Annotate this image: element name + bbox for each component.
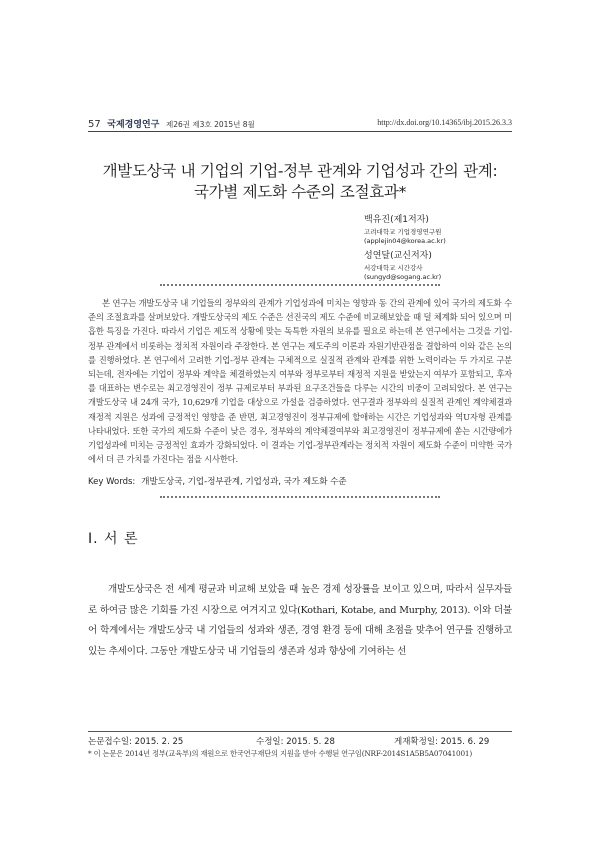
journal-issue: 제26권 제3호 2015년 8월 xyxy=(166,120,255,129)
author-name: 성연달(교신저자) xyxy=(364,251,432,261)
author-name: 백유진(제1저자) xyxy=(364,215,429,225)
paper-title-line-2: 국가별 제도화 수준의 조절효과* xyxy=(193,183,407,201)
keywords xyxy=(88,475,512,487)
funding-footnote: * 이 논문은 2014년 정부(교육부)의 재원으로 한국연구재단의 지원을 받아 수행된 연구임(NRF-2014S1A5B5A07041001) xyxy=(88,749,473,758)
author-affiliation: 서강대학교 시간강사 xyxy=(364,264,423,272)
body-paragraph: 개발도상국은 전 세계 평균과 비교해 보았을 때 높은 경제 성장률을 보이고 있으며, 따라서 실무자들로 하여금 많은 기회를 가진 시장으로 여겨지고 있다(Kothari, Kotabe, and Murphy, 2013). 이와 더불어 학계에서는 개발도상국 내 기업들의 성과와 생존, 경영 환경 등에 대해 초점을 맞추어 연구를 진행하고 있는 추세이다. 그동안 개발도상국 내 기업들의 생존과 성과 향상에 기여하는 선 xyxy=(88,584,512,657)
author-block-2 xyxy=(364,248,441,282)
section-heading-introduction: Ⅰ. 서 론 xyxy=(88,531,139,547)
keywords-list: 개발도상국, 기업-정부관계, 기업성과, 국가 제도화 수준 xyxy=(141,477,347,487)
revised-date: 수정일: 2015. 5. 28 xyxy=(256,737,335,747)
doi-link[interactable]: http://dx.doi.org/10.14365/ibj.2015.26.3.3 xyxy=(377,118,512,127)
author-email: (sungyd@sogang.ac.kr) xyxy=(364,273,442,281)
received-date: 논문접수일: 2015. 2. 25 xyxy=(88,737,184,747)
body-text xyxy=(88,580,512,662)
author-block-1 xyxy=(364,212,446,246)
footer-rule xyxy=(88,731,512,732)
author-email: (applejin04@korea.ac.kr) xyxy=(364,237,446,245)
journal-name: 국제경영연구 xyxy=(107,120,160,130)
page-number: 57 xyxy=(88,119,101,130)
submission-dates xyxy=(88,735,512,747)
keywords-label: Key Words: xyxy=(88,477,136,487)
accepted-date: 게재확정일: 2015. 6. 29 xyxy=(394,737,490,747)
abstract-bottom-divider xyxy=(160,496,440,498)
author-affiliation: 고려대학교 기업경영연구원 xyxy=(364,228,442,236)
abstract xyxy=(88,296,512,466)
header-rule xyxy=(88,131,512,132)
paper-title-line-1: 개발도상국 내 기업의 기업-정부 관계와 기업성과 간의 관계: xyxy=(102,162,498,180)
abstract-text: 본 연구는 개발도상국 내 기업들의 정부와의 관계가 기업성과에 미치는 영향과 동 간의 관계에 있어 국가의 제도화 수준의 조절효과를 살펴보았다. 개발도상국의 제도 수준은 선진국의 제도 수준에 비교해보았을 때 덜 체계화 되어 있으며 미흡한 특징을 가진다. 따라서 기업은 제도적 상황에 맞는 독특한 자원의 보유를 필요로 하는데 본 연구에서는 그것을 기업-정부 관계에서 비롯하는 정치적 자원이라 주장한다. 본 연구는 제도주의 이론과 자원기반관점을 결합하여 이와 같은 논의를 진행하였다. 본 연구에서 고려한 기업-정부 관계는 구체적으로 실질적 관계와 관계를 위한 노력이라는 두 가지로 구분되는데, 전자에는 기업이 정부와 계약을 체결하였는지 여부와 정부로부터 재정적 지원을 받았는지 여부가 포함되고, 후자를 대표하는 변수로는 최고경영진이 정부 규제로부터 부과된 요구조건들을 다루는 시간의 비중이 고려되었다. 본 연구는 개발도상국 내 24개 국가, 10,629개 기업을 대상으로 가설을 검증하였다. 연구결과 정부와의 실질적 관계인 계약체결과 재정적 지원은 성과에 긍정적인 영향을 준 반면, 최고경영진이 정부규제에 할애하는 시간은 기업성과와 역U자형 관계를 나타내었다. 또한 국가의 제도화 수준이 낮은 경우, 정부와의 계약체결여부와 최고경영진이 정부규제에 쏟는 시간량에가 기업성과에 미치는 긍정적인 효과가 강화되었다. 이 결과는 기업-정부관계라는 정치적 자원이 제도화 수준이 미약한 국가에서 더 큰 가치를 가진다는 점을 시사한다. xyxy=(88,298,512,465)
abstract-top-divider xyxy=(160,284,440,286)
